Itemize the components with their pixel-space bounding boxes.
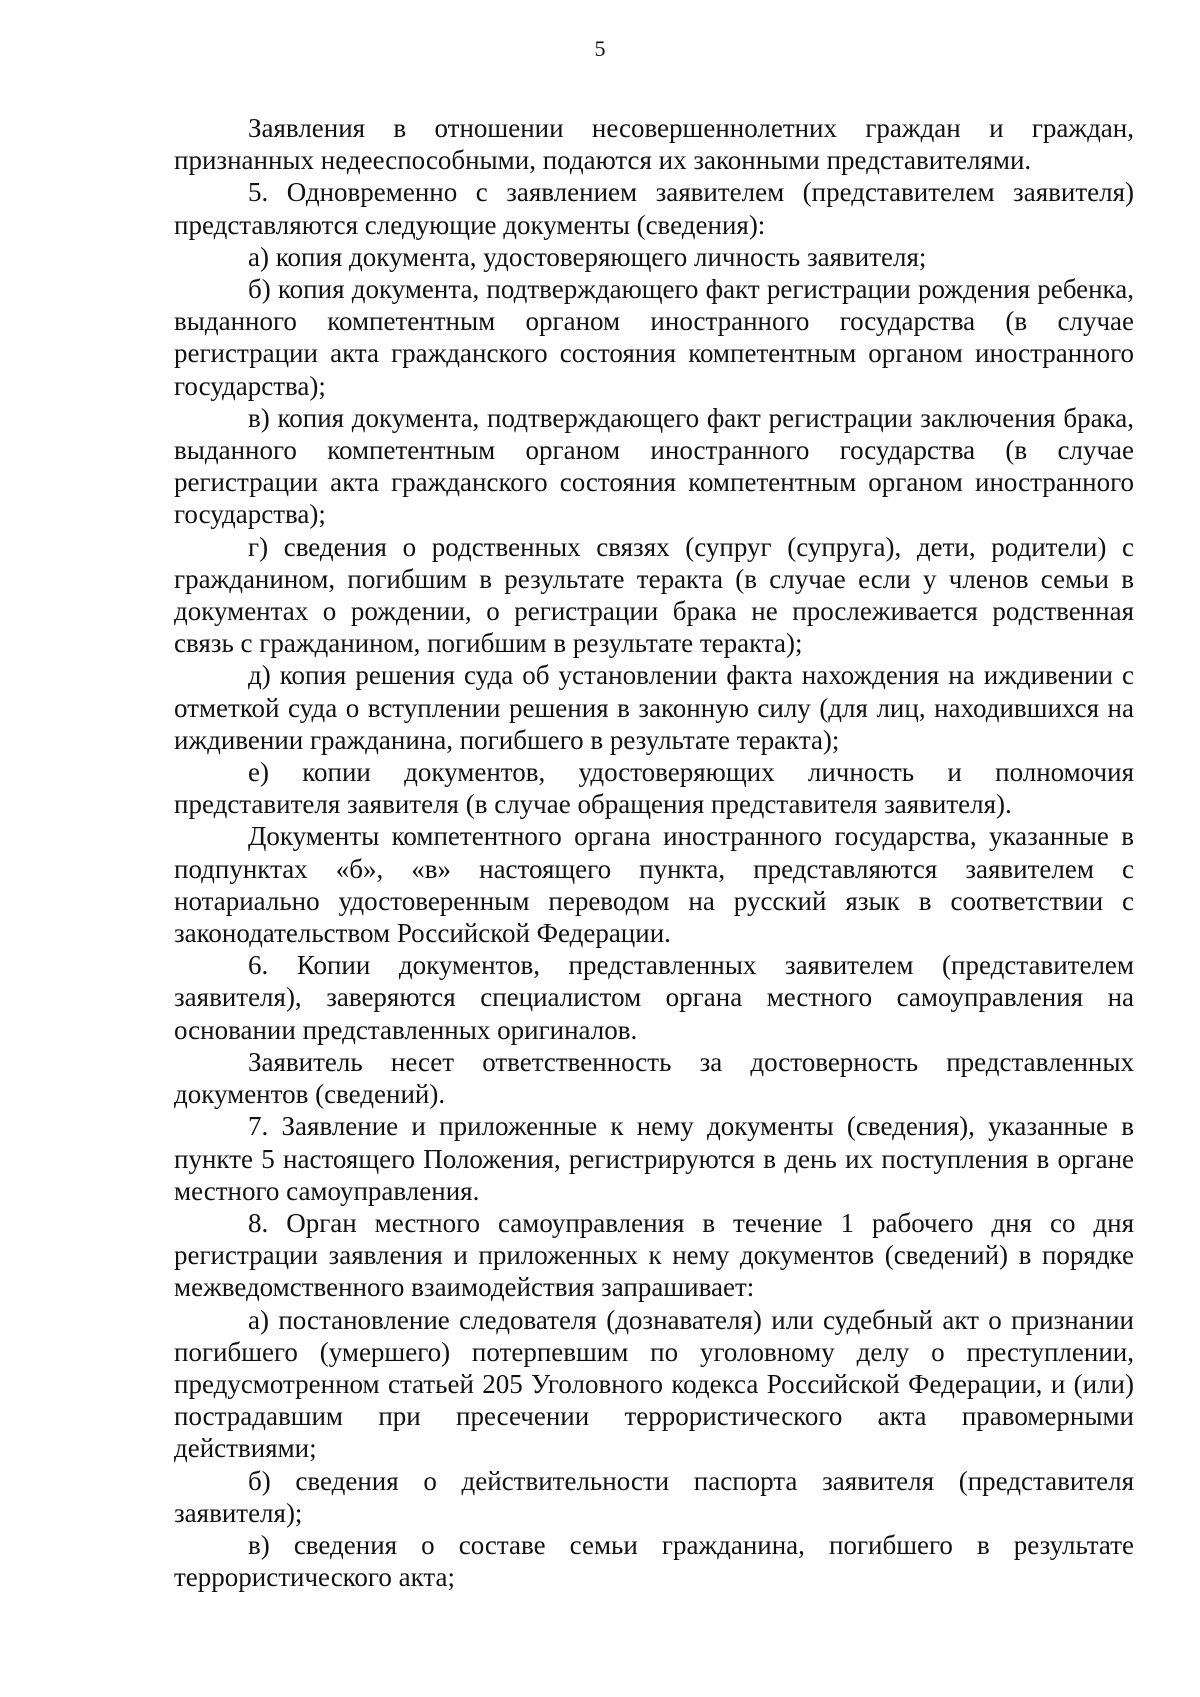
paragraph-item-5a: а) копия документа, удостоверяющего личность заявителя; — [248, 241, 927, 272]
paragraph-responsibility: Заявитель несет ответственность за достоверность представленных документов (сведений). — [174, 1046, 1134, 1110]
paragraph-item-5: 5. Одновременно с заявлением заявителем (представителем заявителя) представляются следующие документы (сведения): — [174, 177, 1134, 240]
paragraph-item-8a: а) постановление следователя (дознавателя) или судебный акт о признании погибшего (умершего) потерпевшим по уголовному делу о преступлении, предусмотренном статьей 205 Уголовного кодекса Российской Федерации, и (или) пострадавшим при пресечении террористического акта правомерными действиями; — [174, 1304, 1134, 1464]
paragraph-item-8: 8. Орган местного самоуправления в течение 1 рабочего дня со дня регистрации заявления и приложенных к нему документов (сведений) в порядке межведомственного взаимодействия запрашивает: — [174, 1207, 1134, 1303]
paragraph-item-5g: г) сведения о родственных связях (супруг (супруга), дети, родители) с гражданином, погибшим в результате теракта (в случае если у членов семьи в документах о рождении, о регистрации брака не прослеживается родственная связь с гражданином, погибшим в результате теракта); — [174, 531, 1134, 659]
paragraph-representatives: Заявления в отношении несовершеннолетних граждан и граждан, признанных недееспособными, подаются их законными представителями. — [174, 113, 1134, 176]
paragraph-item-8v: в) сведения о составе семьи гражданина, погибшего в результате террористического акта; — [174, 1529, 1134, 1593]
paragraph-item-7: 7. Заявление и приложенные к нему документы (сведения), указанные в пункте 5 настоящего Положения, регистрируются в день их поступления в органе местного самоуправления. — [174, 1111, 1134, 1206]
paragraph-item-5e: е) копии документов, удостоверяющих личность и полномочия представителя заявителя (в случае обращения представителя заявителя). — [174, 757, 1134, 820]
document-body — [174, 112, 1134, 1593]
paragraph-item-6: 6. Копии документов, представленных заявителем (представителем заявителя), заверяются специалистом органа местного самоуправления на основании представленных оригиналов. — [174, 950, 1134, 1045]
paragraph-item-5b: б) копия документа, подтверждающего факт регистрации рождения ребенка, выданного компетентным органом иностранного государства (в случае регистрации акта гражданского состояния компетентным органом иностранного государства); — [174, 274, 1134, 401]
paragraph-foreign-documents: Документы компетентного органа иностранного государства, указанные в подпунктах «б», «в» настоящего пункта, представляются заявителем с нотариально удостоверенным переводом на русский язык в соответствии с законодательством Российской Федерации. — [174, 821, 1134, 949]
paragraph-item-8b: б) сведения о действительности паспорта заявителя (представителя заявителя); — [174, 1465, 1134, 1528]
paragraph-item-5v: в) копия документа, подтверждающего факт регистрации заключения брака, выданного компетентным органом иностранного государства (в случае регистрации акта гражданского состояния компетентным органом иностранного государства); — [174, 402, 1134, 530]
page-number: 5 — [594, 36, 606, 61]
paragraph-item-5d: д) копия решения суда об установлении факта нахождения на иждивении с отметкой суда о вступлении решения в законную силу (для лиц, находившихся на иждивении гражданина, погибшего в результате теракта); — [174, 660, 1134, 755]
